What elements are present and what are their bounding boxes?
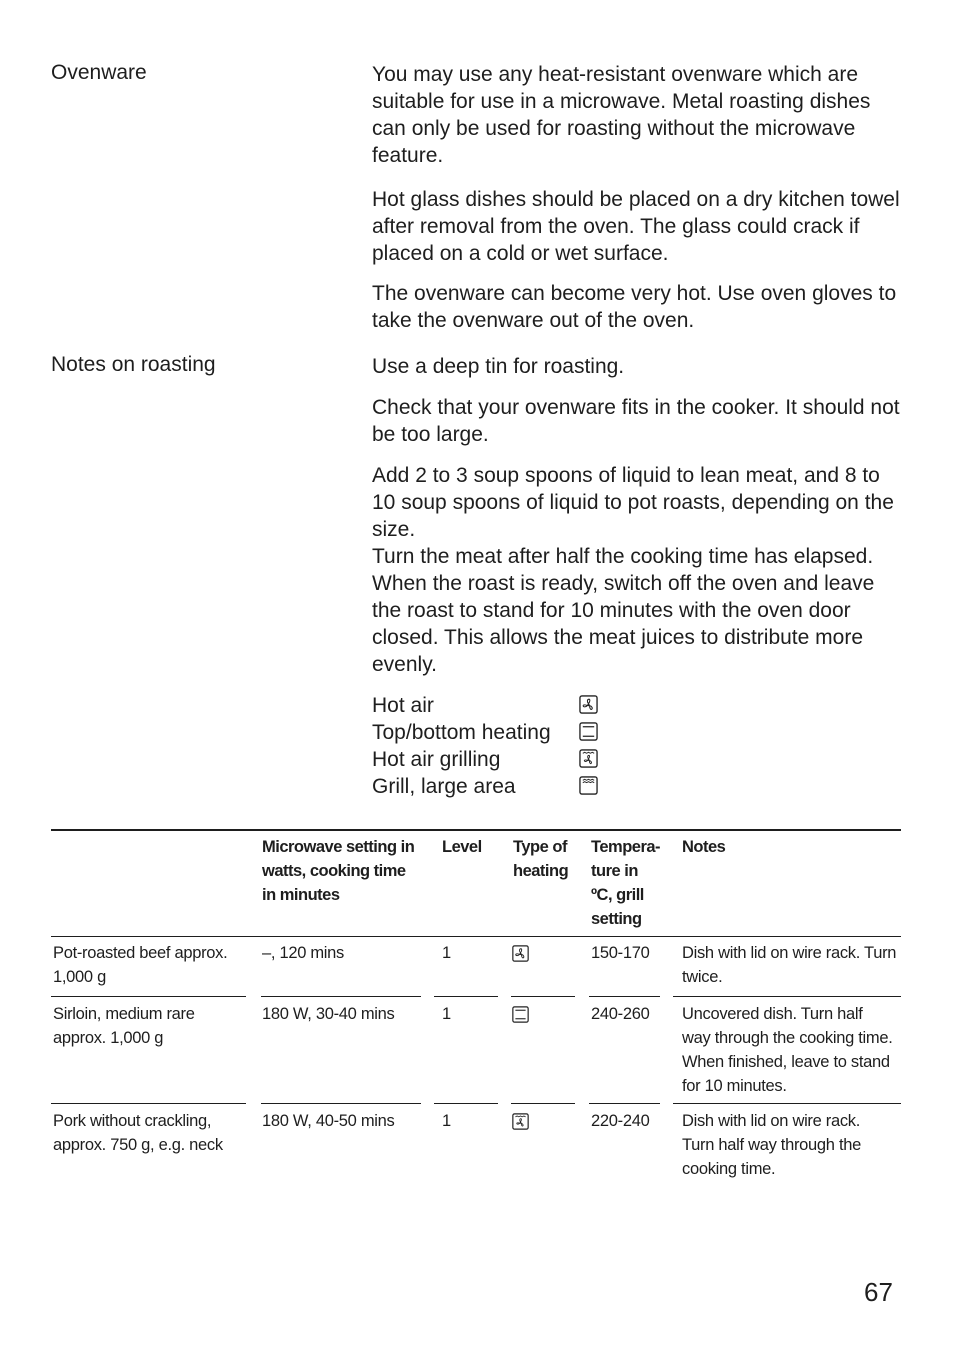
ovenware-paragraph-3: The ovenware can become very hot. Use oven gloves to take the ovenware out of the oven. [372, 282, 897, 332]
ovenware-paragraph-2: Hot glass dishes should be placed on a dry kitchen towel after removal from the oven. The glass could crack if placed on a cold or wet surface. [372, 188, 900, 265]
row-divider [673, 996, 901, 997]
row-divider [261, 996, 421, 997]
level-cell: 1 [442, 1005, 451, 1023]
top-bottom-heating-icon [579, 722, 598, 741]
hot-air-icon [579, 695, 598, 714]
heating-mode-label: Grill, large area [372, 775, 516, 798]
row-divider [51, 1103, 246, 1104]
notes-cell: Uncovered dish. Turn half way through the cooking time. When finished, leave to stand for 10 minutes. [682, 1005, 893, 1095]
roasting-paragraph-1: Use a deep tin for roasting. [372, 355, 625, 378]
notes-on-roasting-heading: Notes on roasting [51, 353, 216, 376]
page-number: 67 [864, 1277, 893, 1307]
roasting-paragraph-2: Check that your ovenware fits in the cooker. It should not be too large. [372, 396, 900, 446]
heating-mode-label: Hot air grilling [372, 748, 501, 771]
header-temperature: Tempera-ture in ºC, grill setting [591, 838, 661, 928]
microwave-cell: 180 W, 30-40 mins [262, 1005, 395, 1023]
dish-cell: Sirloin, medium rare approx. 1,000 g [53, 1005, 195, 1047]
top-bottom-heating-icon [512, 1006, 529, 1023]
microwave-cell: –, 120 mins [262, 944, 344, 962]
row-divider [589, 1103, 660, 1104]
row-divider [589, 996, 660, 997]
ovenware-heading: Ovenware [51, 61, 147, 84]
hot-air-grilling-icon [512, 1113, 529, 1130]
row-divider [511, 996, 575, 997]
header-microwave: Microwave setting in watts, cooking time in minutes [262, 838, 415, 904]
header-level: Level [442, 838, 482, 856]
dish-cell: Pot-roasted beef approx. 1,000 g [53, 944, 228, 986]
roasting-paragraph-4: Turn the meat after half the cooking time has elapsed. When the roast is ready, switch off the oven and leave the roast to stand for 10 minutes with the oven door closed. This allows the meat juices to distribute more evenly. [372, 545, 875, 676]
row-divider [434, 1103, 498, 1104]
temperature-cell: 150-170 [591, 944, 650, 962]
hot-air-icon [512, 945, 529, 962]
heating-mode-label: Top/bottom heating [372, 721, 551, 744]
dish-cell: Pork without crackling, approx. 750 g, e.g. neck [53, 1112, 223, 1154]
row-divider [261, 1103, 421, 1104]
row-divider [511, 1103, 575, 1104]
hot-air-grilling-icon [579, 749, 598, 768]
microwave-cell: 180 W, 40-50 mins [262, 1112, 395, 1130]
level-cell: 1 [442, 944, 451, 962]
row-divider [673, 1103, 901, 1104]
temperature-cell: 220-240 [591, 1112, 650, 1130]
header-bottom-rule [51, 936, 901, 937]
notes-cell: Dish with lid on wire rack. Turn half way through the cooking time. [682, 1112, 861, 1178]
row-divider [434, 996, 498, 997]
temperature-cell: 240-260 [591, 1005, 650, 1023]
header-notes: Notes [682, 838, 726, 856]
table-top-rule [51, 829, 901, 831]
header-heating: Type of heating [513, 838, 569, 880]
heating-mode-label: Hot air [372, 694, 434, 717]
grill-large-area-icon [579, 776, 598, 795]
notes-cell: Dish with lid on wire rack. Turn twice. [682, 944, 897, 986]
ovenware-paragraph-1: You may use any heat-resistant ovenware which are suitable for use in a microwave. Metal roasting dishes can only be used for roasting without the microwave feature. [372, 63, 871, 167]
roasting-paragraph-3: Add 2 to 3 soup spoons of liquid to lean meat, and 8 to 10 soup spoons of liquid to pot roasts, depending on the size. [372, 464, 894, 541]
level-cell: 1 [442, 1112, 451, 1130]
row-divider [51, 996, 246, 997]
